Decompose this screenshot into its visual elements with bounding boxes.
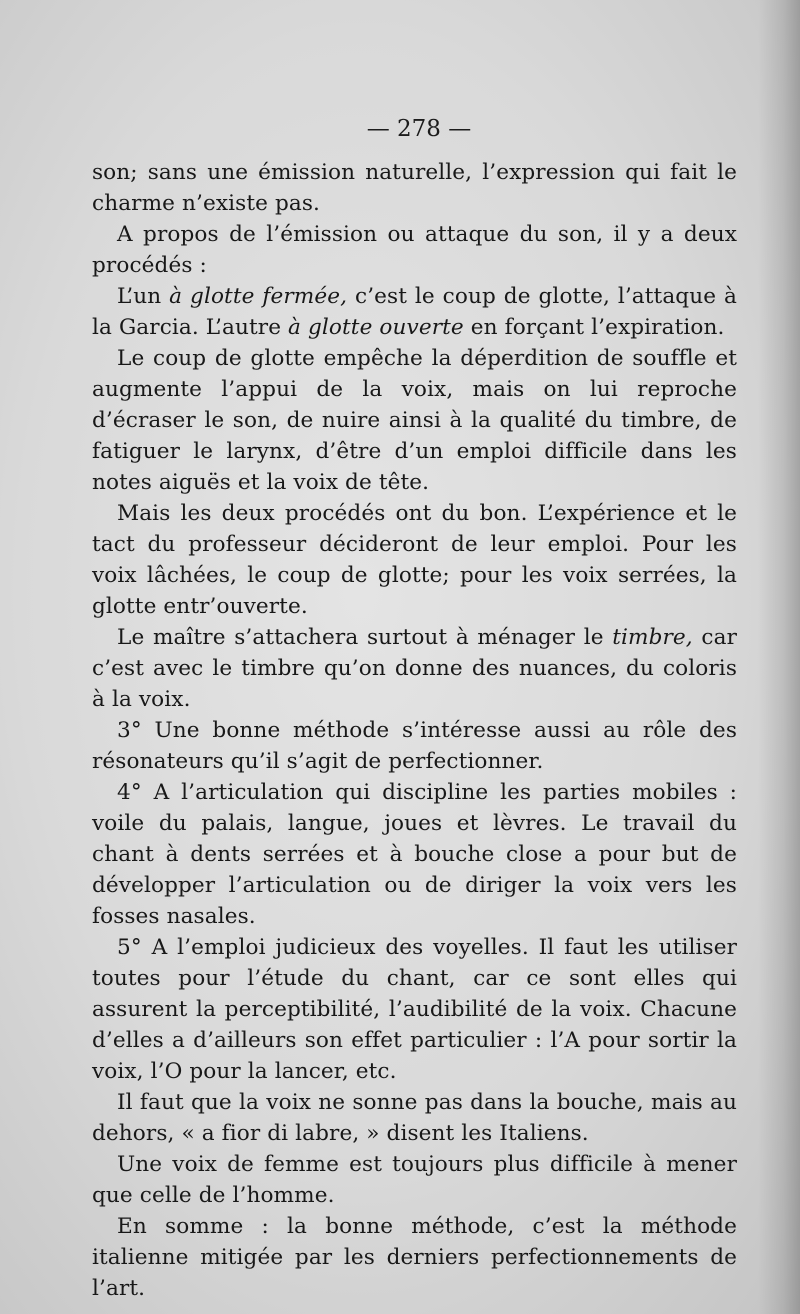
paragraph-conclusion (92, 1211, 737, 1304)
text-run: Le maître s’attachera surtout à ménager le (117, 625, 613, 650)
italic-run: timbre, (612, 625, 693, 650)
paragraph-coup-de-glotte (92, 343, 737, 498)
text-run: c’est le coup de glotte, l’attaque à la Garcia. L’autre (92, 284, 737, 340)
paragraph-point-5 (92, 932, 737, 1087)
text-run: 3° Une bonne méthode s’intéresse aussi au rôle des résonateurs qu’il s’agit de perfectionner. (92, 718, 737, 774)
text-run: Il faut que la voix ne sonne pas dans la bouche, mais au dehors, « a fior di labre, » disent les Italiens. (92, 1090, 737, 1146)
italic-run: à glotte fermée, (169, 284, 348, 309)
text-run: L’un (117, 284, 170, 309)
paragraph-glotte (92, 281, 737, 343)
text-run: En somme : la bonne méthode, c’est la méthode italienne mitigée par les derniers perfectionnements de l’art. (92, 1214, 737, 1301)
text-run: en forçant l’expiration. (463, 315, 725, 340)
paragraph-continuation (92, 157, 737, 219)
paragraph-emission (92, 219, 737, 281)
text-run: car c’est avec le timbre qu’on donne des nuances, du coloris à la voix. (92, 625, 737, 712)
paragraph-voix-femme (92, 1149, 737, 1211)
page-edge-shadow (758, 0, 800, 1314)
paragraph-procedes (92, 498, 737, 622)
text-run: 5° A l’emploi judicieux des voyelles. Il faut les utiliser toutes pour l’étude du chant, car ce sont elles qui assurent la perceptibilité, l’audibilité de la voix. Chacune d’elles a d’ailleurs son effet particulier : l’A pour sortir la voix, l’O pour la lancer, etc. (92, 935, 737, 1084)
italic-run: à glotte ouverte (288, 315, 464, 340)
text-run: A propos de l’émission ou attaque du son, il y a deux procédés : (92, 222, 737, 278)
text-run: Mais les deux procédés ont du bon. L’expérience et le tact du professeur décideront de leur emploi. Pour les voix lâchées, le coup de glotte; pour les voix serrées, la glotte entr’ouverte. (92, 501, 737, 619)
text-run: Une voix de femme est toujours plus difficile à mener que celle de l’homme. (92, 1152, 737, 1208)
text-run: 4° A l’articulation qui discipline les parties mobiles : voile du palais, langue, joues et lèvres. Le travail du chant à dents serrées et à bouche close a pour but de développer l’articulation ou de diriger la voix vers les fosses nasales. (92, 780, 737, 929)
text-run: Le coup de glotte empêche la déperdition de souffle et augmente l’appui de la voix, mais on lui reproche d’écraser le son, de nuire ainsi à la qualité du timbre, de fatiguer le larynx, d’être d’un emploi difficile dans les notes aiguës et la voix de tête. (92, 346, 737, 495)
text-run: son; sans une émission naturelle, l’expression qui fait le charme n’existe pas. (92, 160, 737, 216)
page-number: — 278 — (366, 116, 472, 142)
paragraph-point-3 (92, 715, 737, 777)
body-text (92, 157, 737, 1304)
paragraph-point-4 (92, 777, 737, 932)
paragraph-timbre (92, 622, 737, 715)
paragraph-italiens (92, 1087, 737, 1149)
